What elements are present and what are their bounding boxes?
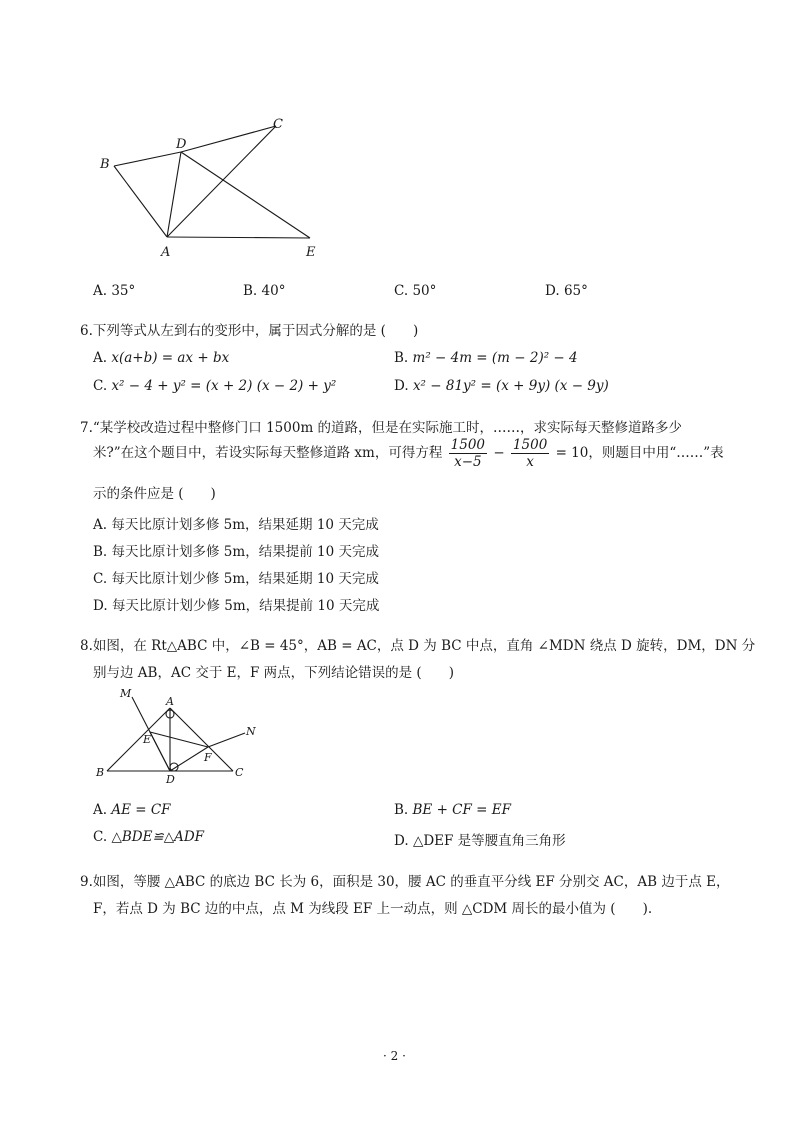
segment-de bbox=[181, 152, 310, 238]
figure-quadrilateral bbox=[90, 110, 330, 265]
fraction-numerator: 1500 bbox=[512, 437, 548, 453]
fraction-denominator: x bbox=[526, 454, 534, 470]
q6-stem bbox=[80, 319, 418, 339]
option-letter: D. bbox=[394, 833, 409, 849]
label-a: A bbox=[161, 245, 171, 260]
q8-option-a[interactable] bbox=[93, 802, 171, 818]
label-e: E bbox=[143, 733, 152, 746]
fraction-2 bbox=[511, 437, 549, 470]
option-text: x(a+b) = ax + bx bbox=[111, 350, 230, 366]
question-text: 米?”在这个题目中，若设实际每天整修道路 xm，可得方程 bbox=[93, 445, 443, 461]
q5-option-a[interactable] bbox=[93, 283, 135, 299]
fraction-denominator: x−5 bbox=[454, 454, 482, 470]
page-number: · 2 · bbox=[383, 1049, 406, 1063]
option-text: 40° bbox=[261, 283, 286, 299]
ray-fn bbox=[208, 733, 245, 747]
q7-option-a[interactable] bbox=[93, 513, 379, 533]
question-number: 6. bbox=[80, 323, 93, 339]
label-d: D bbox=[166, 773, 175, 785]
q6-option-d[interactable] bbox=[394, 378, 609, 394]
label-c: C bbox=[235, 766, 244, 779]
option-text: 每天比原计划少修 5m，结果提前 10 天完成 bbox=[111, 598, 380, 614]
q9-line-2: F，若点 D 为 BC 边的中点，点 M 为线段 EF 上一动点，则 △CDM 周长的最小值为 ( ). bbox=[93, 901, 653, 917]
q7-option-b[interactable] bbox=[93, 540, 379, 560]
option-letter: B. bbox=[93, 544, 108, 560]
q8-option-c[interactable] bbox=[93, 829, 204, 845]
option-text: BE + CF = EF bbox=[412, 802, 511, 818]
question-text: 如图，在 Rt△ABC 中，∠B = 45°，AB = AC，点 D 为 BC 中点，直角 ∠MDN 绕点 D 旋转，DM，DN 分 bbox=[92, 638, 756, 654]
q6-option-c[interactable] bbox=[93, 378, 336, 394]
fraction-numerator: 1500 bbox=[450, 437, 486, 453]
option-letter: C. bbox=[93, 829, 108, 845]
segment-df bbox=[170, 747, 208, 771]
fraction-1 bbox=[449, 437, 487, 470]
option-text: AE = CF bbox=[111, 802, 171, 818]
question-number: 8. bbox=[80, 638, 93, 654]
option-letter: C. bbox=[394, 283, 409, 299]
option-letter: A. bbox=[93, 350, 108, 366]
segment-ae bbox=[167, 237, 310, 238]
option-text: 65° bbox=[563, 283, 588, 299]
option-letter: D. bbox=[93, 598, 108, 614]
q8-option-d[interactable] bbox=[394, 829, 566, 849]
label-d: D bbox=[176, 137, 187, 152]
label-n: N bbox=[246, 725, 256, 738]
q8-line-2: 别与边 AB，AC 交于 E，F 两点，下列结论错误的是 ( ) bbox=[93, 665, 454, 681]
option-text: 每天比原计划多修 5m，结果延期 10 天完成 bbox=[111, 517, 379, 533]
q6-option-b[interactable] bbox=[394, 350, 578, 366]
segment-ab bbox=[107, 708, 170, 771]
ray-dn bbox=[150, 732, 170, 771]
option-text: m² − 4m = (m − 2)² − 4 bbox=[412, 350, 578, 366]
option-letter: D. bbox=[545, 283, 560, 299]
option-text: △DEF 是等腰直角三角形 bbox=[412, 833, 566, 849]
option-letter: A. bbox=[93, 517, 108, 533]
option-letter: D. bbox=[394, 378, 409, 394]
segment-ef bbox=[150, 732, 208, 747]
q8-option-b[interactable] bbox=[394, 802, 511, 818]
option-letter: B. bbox=[243, 283, 258, 299]
option-text: 每天比原计划多修 5m，结果提前 10 天完成 bbox=[111, 544, 379, 560]
option-text: 每天比原计划少修 5m，结果延期 10 天完成 bbox=[111, 571, 379, 587]
option-text: x² − 81y² = (x + 9y) (x − 9y) bbox=[412, 378, 609, 394]
q7-line-1 bbox=[80, 416, 682, 436]
question-number: 7. bbox=[80, 420, 93, 436]
figure-right-triangle bbox=[90, 685, 270, 785]
q7-line-3: 示的条件应是 ( ) bbox=[93, 486, 216, 502]
minus-sign: − bbox=[493, 445, 505, 461]
label-e: E bbox=[306, 245, 316, 260]
question-number: 9. bbox=[80, 874, 93, 890]
option-letter: B. bbox=[394, 802, 409, 818]
option-text: 50° bbox=[412, 283, 437, 299]
segment-bd bbox=[114, 152, 181, 166]
q9-line-1 bbox=[80, 870, 729, 890]
question-text: “某学校改造过程中整修门口 1500m 的道路，但是在实际施工时，……，求实际每天整修道路多少 bbox=[92, 420, 683, 436]
question-text: 下列等式从左到右的变形中，属于因式分解的是 ( ) bbox=[92, 323, 419, 339]
label-m: M bbox=[120, 687, 132, 700]
option-text: △BDE≌△ADF bbox=[111, 829, 205, 845]
segment-ba bbox=[114, 166, 167, 237]
label-b: B bbox=[96, 766, 105, 779]
label-c: C bbox=[273, 117, 283, 132]
question-text: = 10，则题目中用“……”表 bbox=[555, 445, 724, 461]
label-f: F bbox=[204, 751, 212, 764]
q5-option-d[interactable] bbox=[545, 283, 588, 299]
q7-option-c[interactable] bbox=[93, 567, 379, 587]
option-letter: B. bbox=[394, 350, 409, 366]
option-text: 35° bbox=[111, 283, 136, 299]
option-letter: A. bbox=[93, 802, 108, 818]
q6-option-a[interactable] bbox=[93, 350, 229, 366]
q7-line-2 bbox=[93, 437, 724, 470]
q8-line-1 bbox=[80, 634, 755, 654]
label-a: A bbox=[166, 695, 174, 708]
option-letter: C. bbox=[93, 378, 108, 394]
segment-dc bbox=[181, 126, 276, 152]
q5-option-b[interactable] bbox=[243, 283, 285, 299]
option-letter: C. bbox=[93, 571, 108, 587]
option-letter: A. bbox=[93, 283, 108, 299]
question-text: 如图，等腰 △ABC 的底边 BC 长为 6，面积是 30，腰 AC 的垂直平分线 EF 分别交 AC，AB 边于点 E， bbox=[92, 874, 730, 890]
option-text: x² − 4 + y² = (x + 2) (x − 2) + y² bbox=[111, 378, 337, 394]
label-b: B bbox=[100, 157, 110, 172]
q7-option-d[interactable] bbox=[93, 594, 379, 614]
q5-option-c[interactable] bbox=[394, 283, 436, 299]
